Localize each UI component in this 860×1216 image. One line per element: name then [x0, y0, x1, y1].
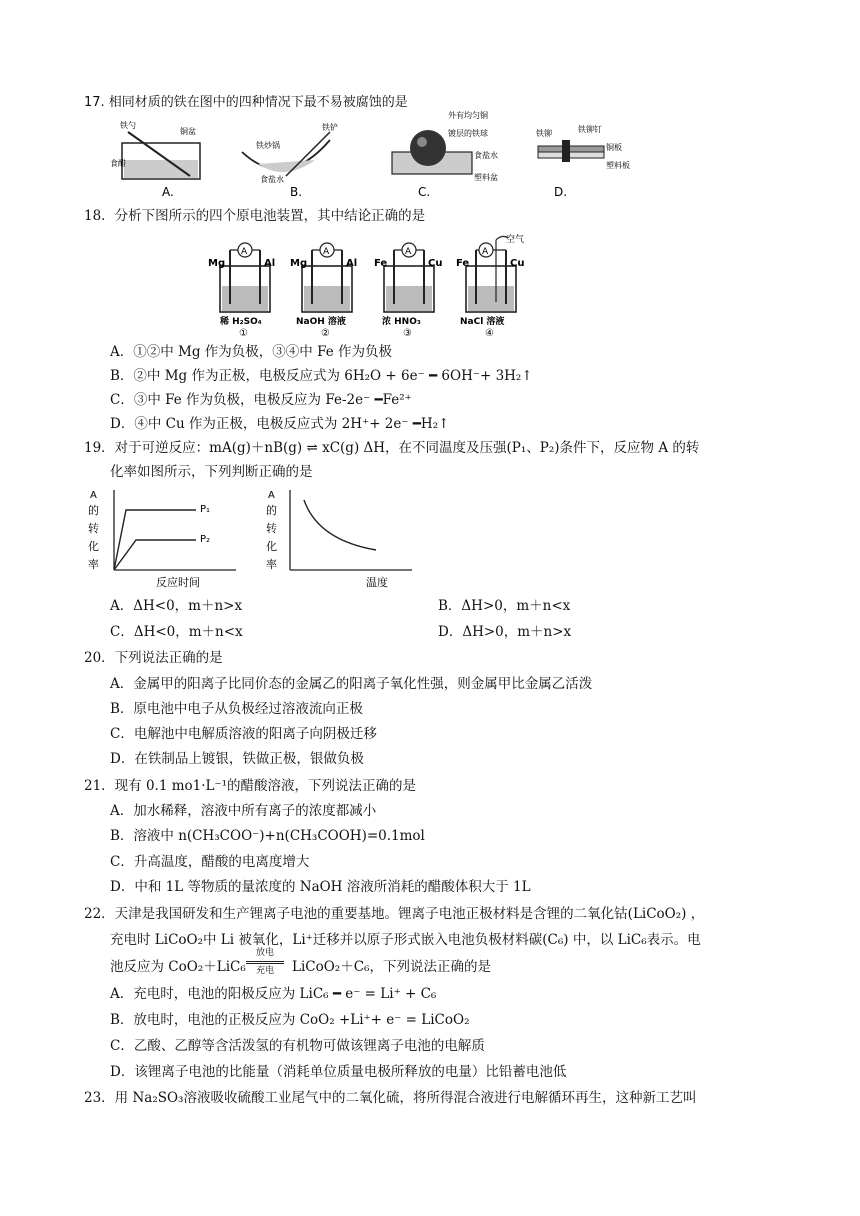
q19-g2-ylabel-3: 化 [266, 540, 277, 553]
q17-d-rivet-label: 铁铆钉 [578, 125, 602, 134]
q18-option-b: B．②中 Mg 作为正极，电极反应式为 6H₂O + 6e⁻ ━ 6OH⁻+ 3H₂↑ [110, 368, 533, 384]
q17-c-ball-label: 镀层的铁球 [448, 129, 488, 138]
q17-option-b-label: B. [290, 185, 303, 199]
q17-a-basin-label: 铜盆 [180, 127, 196, 136]
q22-discharge-label: 放电 [255, 948, 274, 958]
q19-g2-xlabel: 温度 [366, 576, 388, 589]
q21-option-d: D．中和 1L 等物质的量浓度的 NaOH 溶液所消耗的醋酸体积大于 1L [110, 879, 531, 895]
q17-fig-c [392, 110, 498, 199]
q19-g2-ylabel-2: 转 [266, 522, 277, 535]
q17-c-coat-label: 外有均匀铜 [448, 111, 488, 120]
q18-cell2-left-electrode: Mg [290, 258, 308, 269]
svg-text:A: A [405, 247, 412, 257]
q18-option-d: D．④中 Cu 作为正极，电极反应式为 2H⁺+ 2e⁻ ━H₂↑ [110, 416, 450, 432]
q18-cell2-number: ② [321, 328, 330, 339]
q17-d-rivet-short-label: 铁铆 [536, 129, 552, 138]
q19-g1-ylabel-0: A [90, 490, 97, 501]
q18-cell4-solution: NaCl 溶液 [460, 317, 505, 327]
q17-fig-b [242, 122, 338, 199]
q18-cell3-number: ③ [403, 328, 412, 339]
q19-option-c: C．ΔH<0，m＋n<x [110, 624, 243, 640]
q21-option-a: A．加水稀释，溶液中所有离子的浓度都减小 [110, 803, 377, 819]
q19-temp-curve [304, 500, 376, 550]
q21-option-c: C．升高温度，醋酸的电离度增大 [110, 854, 310, 870]
q17-b-shovel-label: 铁铲 [322, 123, 338, 132]
q19-option-d: D．ΔH>0，m＋n>x [438, 624, 572, 640]
q18-cell1-number: ① [239, 328, 248, 339]
q20-option-b: B．原电池中电子从负极经过溶液流向正极 [110, 701, 363, 717]
q19-stem-1: 19．对于可逆反应：mA(g)＋nB(g) ⇌ xC(g) ΔH，在不同温度及压强(P₁、P₂)条件下，反应物 A 的转 [84, 440, 700, 456]
q20-option-a: A．金属甲的阳离子比同价态的金属乙的阳离子氧化性强，则金属甲比金属乙活泼 [110, 676, 593, 692]
q17-fig-d [536, 124, 630, 199]
q21-stem: 21．现有 0.1 mo1·L⁻¹的醋酸溶液，下列说法正确的是 [84, 778, 417, 794]
q17-option-c-label: C. [418, 185, 431, 199]
q20-option-d: D．在铁制品上镀银，铁做正极，银做负极 [110, 751, 364, 767]
q17-d-copper-label: 铜板 [606, 143, 622, 152]
q17-fig-a [110, 120, 200, 199]
q18-cell2-solution: NaOH 溶液 [296, 317, 346, 327]
q17-a-vinegar-label: 食醋 [110, 159, 126, 168]
q17-a-spoon-label: 铁勺 [120, 121, 136, 130]
q19-option-b: B．ΔH>0，m＋n<x [438, 598, 571, 614]
q22-stem-3b: LiCoO₂＋C₆，下列说法正确的是 [292, 959, 491, 975]
q20-stem: 20．下列说法正确的是 [84, 650, 223, 666]
q19-graph-2 [266, 490, 412, 589]
q19-g2-ylabel-4: 率 [266, 558, 277, 571]
q17-figures [110, 110, 630, 200]
svg-text:A: A [482, 247, 489, 257]
q18-cell-4 [456, 233, 524, 339]
q19-p2-curve [114, 540, 196, 570]
q17-option-d-label: D. [554, 185, 568, 199]
q18-cell4-number: ④ [485, 328, 494, 339]
q18-cell-3 [374, 243, 442, 339]
q22-option-c: C．乙酸、乙醇等含活泼氢的有机物可做该锂离子电池的电解质 [110, 1038, 485, 1054]
q23-stem: 23．用 Na₂SO₃溶液吸收硫酸工业尾气中的二氧化硫，将所得混合液进行电解循环再生，这种新工艺叫 [84, 1090, 697, 1106]
q17-b-wok-label: 铁炒锅 [256, 141, 280, 150]
q18-cell-2 [290, 243, 357, 339]
svg-text:A: A [323, 247, 330, 257]
q22-stem-2: 充电时 LiCoO₂中 Li 被氧化，Li⁺迁移并以原子形式嵌入电池负极材料碳(C₆) 中，以 LiC₆表示。电 [110, 932, 701, 948]
q19-p2-label: P₂ [200, 534, 211, 545]
q19-g1-ylabel-4: 率 [88, 558, 99, 571]
q18-cell2-right-electrode: Al [346, 258, 358, 269]
q19-graphs [86, 486, 416, 590]
q19-g1-xlabel: 反应时间 [156, 576, 200, 589]
q22-option-d: D．该锂离子电池的比能量（消耗单位质量电极所释放的电量）比铅蓄电池低 [110, 1064, 567, 1080]
q18-cell4-right-electrode: Cu [510, 258, 525, 269]
q18-cell-1 [208, 243, 275, 339]
q18-cell3-left-electrode: Fe [374, 258, 388, 269]
q19-stem-2: 化率如图所示，下列判断正确的是 [110, 464, 313, 480]
q18-option-a: A．①②中 Mg 作为负极，③④中 Fe 作为负极 [110, 344, 392, 360]
q22-stem-3a: 池反应为 CoO₂＋LiC₆ [110, 959, 246, 975]
q18-stem: 18．分析下图所示的四个原电池装置，其中结论正确的是 [84, 208, 426, 224]
q18-cell3-solution: 浓 HNO₃ [382, 317, 421, 327]
q19-g1-ylabel-1: 的 [88, 504, 99, 517]
q22-option-b: B．放电时，电池的正极反应为 CoO₂ +Li⁺+ e⁻ = LiCoO₂ [110, 1012, 470, 1028]
q18-cell4-left-electrode: Fe [456, 258, 470, 269]
q18-cell1-solution: 稀 H₂SO₄ [220, 317, 262, 327]
q18-option-c: C．③中 Fe 作为负极，电极反应为 Fe-2e⁻ ━Fe²⁺ [110, 392, 412, 408]
q18-cell1-left-electrode: Mg [208, 258, 226, 269]
q19-g2-ylabel-1: 的 [266, 504, 277, 517]
q20-option-c: C．电解池中电解质溶液的阳离子向阴极迁移 [110, 726, 377, 742]
q22-stem-1: 22．天津是我国研发和生产锂离子电池的重要基地。锂离子电池正极材料是含锂的二氧化钴(LiCoO₂) ， [84, 906, 705, 922]
q22-reaction-arrow [244, 948, 286, 982]
q17-stem: 17. 相同材质的铁在图中的四种情况下最不易被腐蚀的是 [84, 95, 408, 110]
q19-option-a: A．ΔH<0，m＋n>x [110, 598, 243, 614]
q17-c-salt-label: 食盐水 [474, 151, 498, 160]
q17-c-basin-label: 塑料盆 [474, 173, 498, 182]
q18-cell1-right-electrode: Al [264, 258, 276, 269]
q22-option-a: A．充电时，电池的阳极反应为 LiC₆ ━ e⁻ = Li⁺ + C₆ [110, 986, 437, 1002]
q18-cell3-right-electrode: Cu [428, 258, 443, 269]
q22-charge-label: 充电 [255, 966, 274, 976]
q19-p1-label: P₁ [200, 504, 211, 515]
q18-cells-figure [206, 232, 536, 340]
q17-option-a-label: A. [162, 185, 174, 199]
q19-g2-ylabel-0: A [268, 490, 275, 501]
q19-graph-1 [88, 490, 236, 589]
q17-b-salt-label: 食盐水 [260, 175, 284, 184]
q17-d-plastic-label: 塑料板 [606, 161, 630, 170]
svg-text:A: A [241, 247, 248, 257]
q19-g1-ylabel-3: 化 [88, 540, 99, 553]
q21-option-b: B．溶液中 n(CH₃COO⁻)+n(CH₃COOH)=0.1mol [110, 828, 425, 844]
q19-g1-ylabel-2: 转 [88, 522, 99, 535]
q18-air-label: 空气 [506, 235, 525, 245]
